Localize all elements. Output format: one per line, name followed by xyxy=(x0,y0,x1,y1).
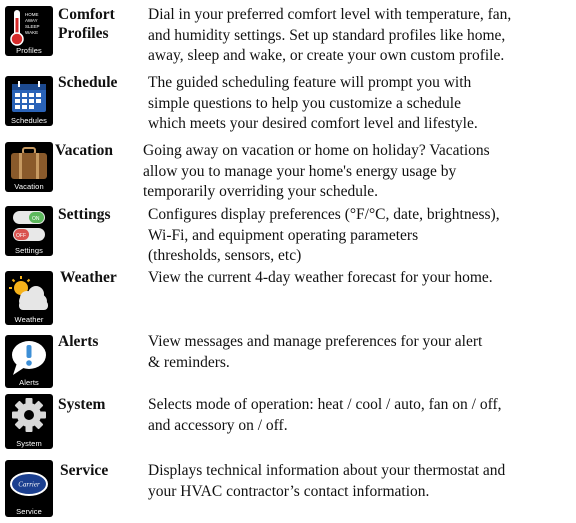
toggle-off-label: OFF xyxy=(16,233,26,239)
settings-tile[interactable] xyxy=(5,206,53,256)
icon-caption: Schedules xyxy=(11,116,47,125)
schedules-tile[interactable] xyxy=(5,76,53,126)
feature-description: The guided scheduling feature will prompt you with simple questions to help you customize a schedule which meets your desired comfort level and lifestyle. xyxy=(148,74,478,132)
feature-title: Weather xyxy=(60,269,117,286)
feature-description: Configures display preferences (°F/°C, date, brightness), Wi-Fi, and equipment operating parameters (thresholds, sensors, etc) xyxy=(148,206,500,264)
icon-caption: System xyxy=(16,439,42,448)
feature-description: View the current 4-day weather forecast for your home. xyxy=(148,269,493,286)
feature-description: Displays technical information about your thermostat and your HVAC contractor’s contact information. xyxy=(148,462,506,500)
feature-description: Selects mode of operation: heat / cool / auto, fan on / off, and accessory on / off. xyxy=(148,396,502,434)
feature-title: Schedule xyxy=(58,74,118,91)
carrier-logo-text: Carrier xyxy=(18,480,40,489)
icon-caption: Profiles xyxy=(16,46,42,55)
profile-word-home: HOME xyxy=(25,12,39,17)
feature-title: Alerts xyxy=(58,333,99,350)
alerts-tile[interactable] xyxy=(5,335,53,388)
feature-title: Comfort Profiles xyxy=(58,6,115,42)
feature-description: View messages and manage preferences for your alert & reminders. xyxy=(148,333,483,371)
toggle-on-label: ON xyxy=(32,216,40,222)
feature-description: Going away on vacation or home on holiday? Vacations allow you to manage your home's energy usage by temporarily overriding your schedule. xyxy=(143,142,490,200)
icon-caption: Vacation xyxy=(14,182,44,191)
feature-title: System xyxy=(58,396,106,413)
vacation-tile[interactable] xyxy=(5,142,53,192)
feature-title: Vacation xyxy=(55,142,113,159)
feature-description: Dial in your preferred comfort level with temperature, fan, and humidity settings. Set up standard profiles like home, away, sleep and wake, or create your own custom profile. xyxy=(148,6,512,64)
icon-caption: Weather xyxy=(14,315,44,324)
feature-title: Service xyxy=(60,462,109,479)
icon-caption: Alerts xyxy=(19,378,39,387)
profile-word-sleep: SLEEP xyxy=(25,24,40,29)
feature-title: Settings xyxy=(58,206,111,223)
system-tile[interactable] xyxy=(5,394,53,449)
service-tile[interactable] xyxy=(5,460,53,517)
weather-tile[interactable] xyxy=(5,271,53,325)
icon-caption: Settings xyxy=(15,246,43,255)
profile-word-wake: WAKE xyxy=(25,30,39,35)
profile-word-away: AWAY xyxy=(25,18,38,23)
profiles-tile[interactable] xyxy=(5,6,53,56)
icon-caption: Service xyxy=(16,507,42,516)
